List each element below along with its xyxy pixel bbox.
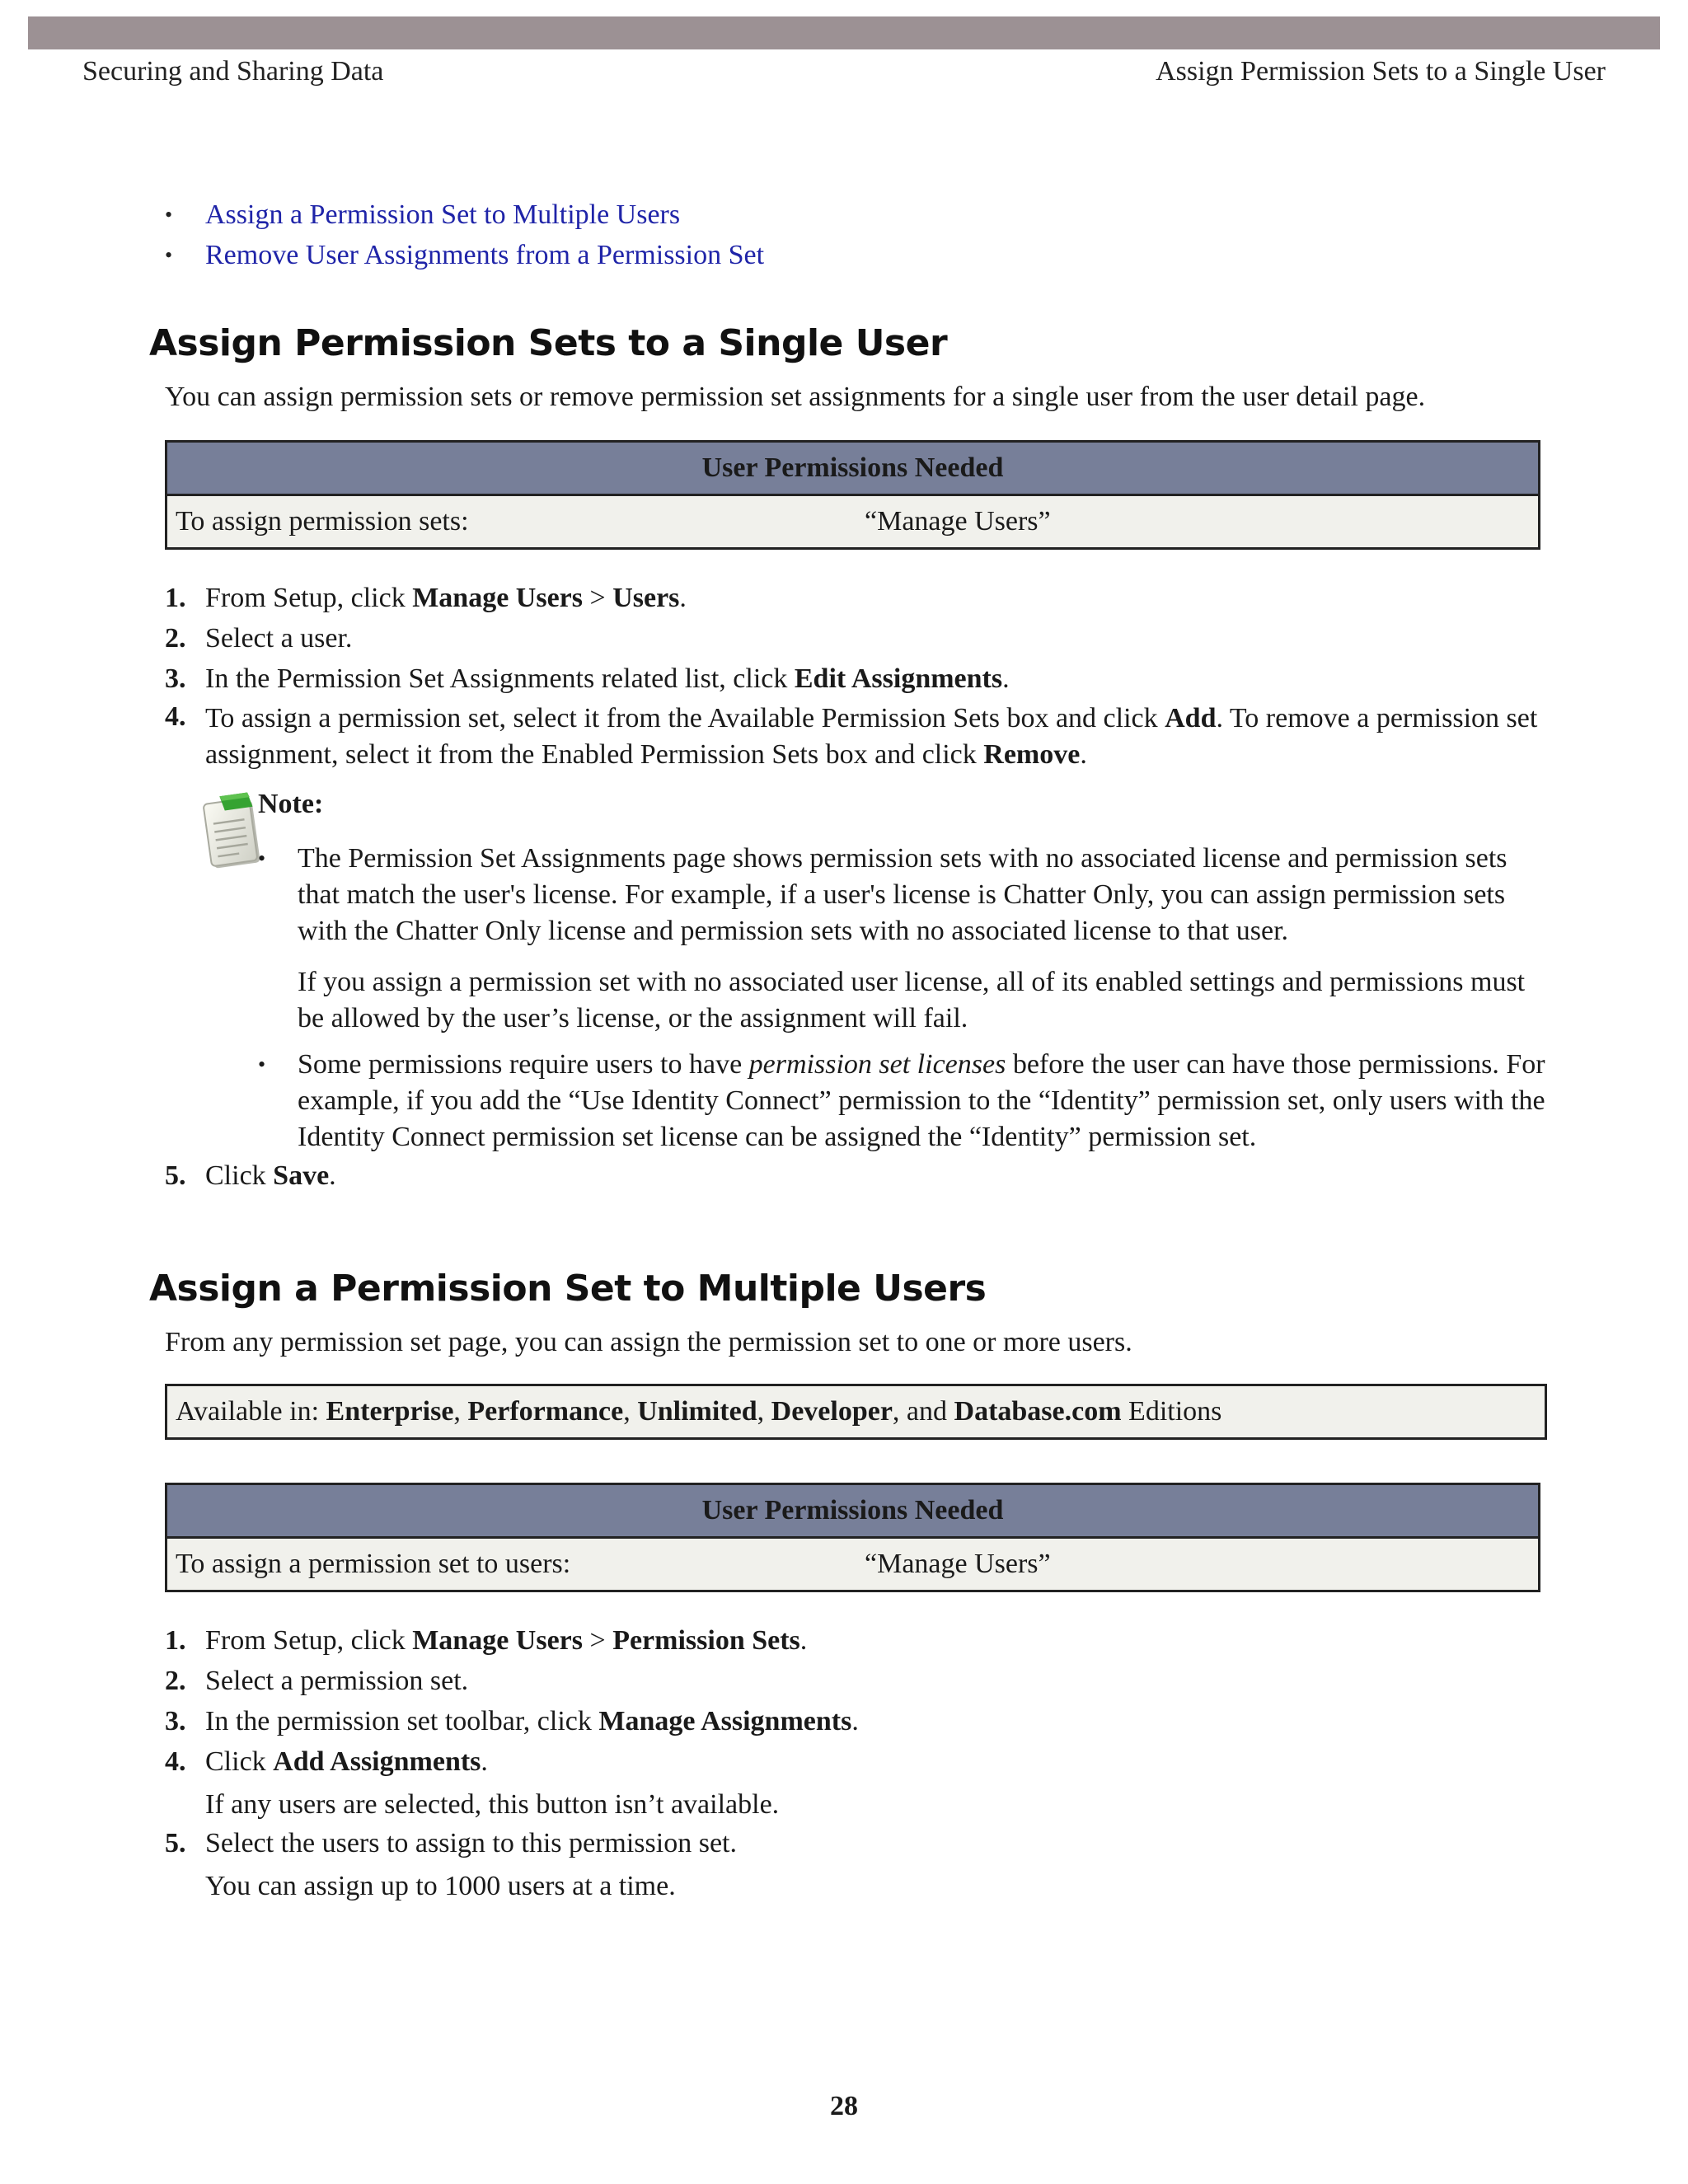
list-item: [258, 1047, 1550, 1155]
step-text: From Setup, click: [205, 1625, 413, 1656]
step-number: 1.: [165, 1625, 186, 1656]
steps-list: [165, 1155, 1550, 1196]
availability-text: , and: [892, 1396, 954, 1427]
step-text: >: [583, 1625, 613, 1656]
ui-term: Manage Assignments: [598, 1706, 852, 1736]
step-text: Click: [205, 1160, 274, 1191]
availability-text: ,: [453, 1396, 468, 1427]
step-number: 3.: [165, 663, 186, 694]
ui-term: Manage Users: [412, 583, 583, 613]
step-text: From Setup, click: [205, 583, 413, 613]
ui-term: Save: [273, 1160, 330, 1191]
ui-term: Add: [1165, 703, 1217, 733]
step-number: 4.: [165, 1746, 186, 1777]
step-text: Select the users to assign to this permission set.: [205, 1828, 737, 1858]
step-4: [165, 699, 1550, 773]
step-2: [165, 618, 1550, 658]
running-header-left: Securing and Sharing Data: [82, 56, 384, 87]
ui-term: Remove: [983, 739, 1081, 770]
step-number: 4.: [165, 701, 186, 732]
step-number: 5.: [165, 1160, 186, 1191]
ui-term: Edit Assignments: [794, 663, 1003, 694]
availability-text: ,: [757, 1396, 771, 1427]
step-text: .: [851, 1706, 859, 1736]
step-4: [165, 1741, 1550, 1823]
table-header: User Permissions Needed: [166, 442, 1540, 495]
step-text: Select a user.: [205, 623, 353, 654]
edition-name: Enterprise: [326, 1396, 454, 1427]
page-number: 28: [830, 2091, 858, 2121]
emphasis-term: permission set licenses: [748, 1049, 1006, 1080]
edition-name: Unlimited: [637, 1396, 757, 1427]
table-cell-permission: “Manage Users”: [856, 1538, 1540, 1591]
step-1: [165, 578, 1550, 618]
availability-text: ,: [623, 1396, 638, 1427]
table-header: User Permissions Needed: [166, 1484, 1540, 1538]
step-number: 5.: [165, 1828, 186, 1858]
step-text: .: [1080, 739, 1087, 770]
step-text: >: [583, 583, 613, 613]
note-text: The Permission Set Assignments page shows permission sets with no associated license and permission sets that match the user's license. For example, if a user's license is Chatter Only, you can assign permission sets with the Chatter Only license and permission sets with no associated license to that user.: [298, 843, 1507, 946]
note-list: [258, 841, 1550, 1155]
step-text: To assign a permission set, select it from the Available Permission Sets box and click: [205, 703, 1165, 733]
step-subtext: You can assign up to 1000 users at a time.: [205, 1871, 676, 1901]
step-number: 1.: [165, 583, 186, 613]
running-header-right: Assign Permission Sets to a Single User: [1156, 56, 1606, 87]
step-text: .: [481, 1746, 488, 1777]
table-row: [166, 495, 1540, 549]
list-item: [165, 194, 1550, 235]
step-text: In the permission set toolbar, click: [205, 1706, 599, 1736]
step-text: . To remove a permission set assignment, select it from the Enabled Permission Sets box and click: [205, 703, 1538, 770]
step-text: .: [679, 583, 687, 613]
step-3: [165, 658, 1550, 699]
ui-term: Manage Users: [412, 1625, 583, 1656]
steps-list: [165, 1620, 1550, 1905]
table-cell-task: To assign a permission set to users:: [166, 1538, 857, 1591]
availability-text: Editions: [1121, 1396, 1222, 1427]
step-text: .: [329, 1160, 336, 1191]
note-box: [165, 786, 1550, 1155]
user-permissions-table: [165, 440, 1540, 550]
availability-text: Available in:: [176, 1396, 326, 1427]
steps-list: [165, 578, 1550, 773]
step-subtext: If any users are selected, this button isn’t available.: [205, 1789, 780, 1820]
step-number: 2.: [165, 1666, 186, 1696]
step-text: .: [1002, 663, 1010, 694]
step-5: [165, 1823, 1550, 1905]
step-text: Select a permission set.: [205, 1666, 469, 1696]
edition-name: Developer: [771, 1396, 893, 1427]
edition-name: Performance: [467, 1396, 624, 1427]
step-2: [165, 1661, 1550, 1701]
link-remove-user-assignments[interactable]: Remove User Assignments from a Permission Set: [205, 240, 765, 270]
section-intro: You can assign permission sets or remove permission set assignments for a single user from the user detail page.: [165, 382, 1426, 412]
note-title: Note:: [258, 789, 324, 819]
section-intro: From any permission set page, you can assign the permission set to one or more users.: [165, 1327, 1132, 1357]
table-row: [166, 1538, 1540, 1591]
page-content: [149, 194, 1550, 1905]
list-item: [165, 235, 1550, 275]
table-cell-task: To assign permission sets:: [166, 495, 857, 549]
step-number: 3.: [165, 1706, 186, 1736]
ui-term: Add Assignments: [273, 1746, 481, 1777]
table-cell-permission: “Manage Users”: [856, 495, 1540, 549]
note-text: before the user can have those permissions. For example, if you add the “Use Identity Connect” permission to the “Identity” permission set, only users with the Identity Connect permission set license can be assigned the “Identity” permission set.: [298, 1049, 1545, 1152]
section-title-multiple-users: Assign a Permission Set to Multiple Users: [149, 1268, 987, 1310]
top-bar: [28, 16, 1660, 49]
section-title-single-user: Assign Permission Sets to a Single User: [149, 322, 948, 364]
step-text: Click: [205, 1746, 274, 1777]
step-3: [165, 1701, 1550, 1741]
list-item: [258, 841, 1550, 1037]
edition-name: Database.com: [954, 1396, 1122, 1427]
step-number: 2.: [165, 623, 186, 654]
link-assign-multiple-users[interactable]: Assign a Permission Set to Multiple Users: [205, 199, 681, 230]
step-text: In the Permission Set Assignments related list, click: [205, 663, 795, 694]
step-1: [165, 1620, 1550, 1661]
ui-term: Permission Sets: [612, 1625, 800, 1656]
note-text: Some permissions require users to have: [298, 1049, 749, 1080]
editions-availability: [165, 1384, 1547, 1440]
step-text: .: [799, 1625, 808, 1656]
ui-term: Users: [612, 583, 680, 613]
note-text: If you assign a permission set with no associated user license, all of its enabled settings and permissions must be allowed by the user’s license, or the assignment will fail.: [298, 967, 1526, 1033]
related-links-list: [165, 194, 1550, 275]
user-permissions-table: [165, 1483, 1540, 1592]
step-5: [165, 1155, 1550, 1196]
